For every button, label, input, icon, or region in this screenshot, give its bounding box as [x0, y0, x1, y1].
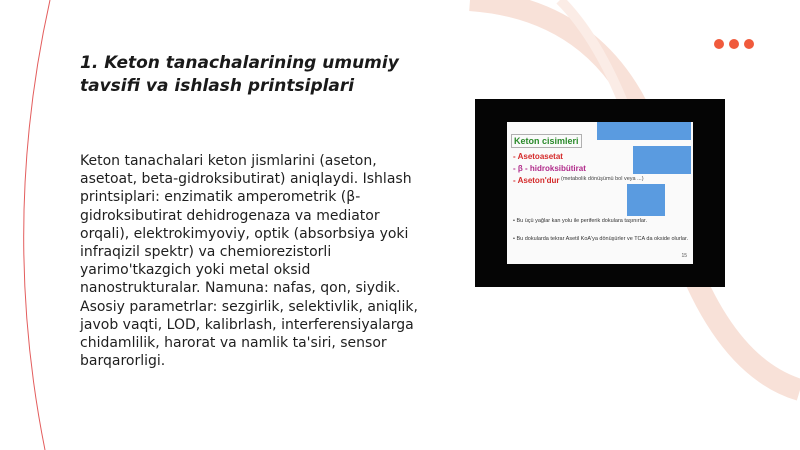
inner-slide-line: • Bu üçü yağlar kan yolu ile periferik dokulara taşınırlar.	[513, 218, 647, 224]
inner-slide-page-number: 15	[681, 253, 687, 259]
inner-slide-heading: Keton cisimleri	[511, 134, 582, 148]
structure-image	[627, 184, 665, 216]
inner-slide	[507, 122, 693, 264]
accent-dot	[729, 39, 739, 49]
inner-slide-line: • Bu dokularda tekrar Asetil KoA'ya dönüşürler ve TCA da okside olurlar.	[513, 236, 688, 242]
embedded-slide-image	[475, 99, 725, 287]
inner-slide-note: (metabolik dönüşümü bol veya ...)	[561, 176, 644, 182]
structure-image	[633, 146, 691, 174]
accent-dot	[714, 39, 724, 49]
left-arc-line	[24, 0, 50, 450]
structure-image	[597, 122, 691, 140]
accent-dot	[744, 39, 754, 49]
inner-slide-item: - Aseton'dur	[513, 176, 560, 185]
slide-title: 1. Keton tanachalarining umumiy tavsifi va ishlash printsiplari	[80, 53, 399, 96]
inner-slide-item: - Asetoasetat	[513, 152, 563, 161]
slide-body-text: Keton tanachalari keton jismlarini (aseton, asetoat, beta-gidroksibutirat) aniqlaydi. Ishlash printsiplari: enzimatik amperometrik (β-gidroksibutirat dehidrogenaza va mediator orqali), elektrokimyoviy, optik (absorbsiya yoki infraqizil spektr) va chemiorezistorli yarimo'tkazgich yoki metal oksid nanostrukturalar. Namuna: nafas, qon, siydik. Asosiy parametrlar: sezgirlik, selektivlik, aniqlik, javob vaqti, LOD, kalibrlash, interferensiyalarga chidamlilik, harorat va namlik ta'siri, sensor barqarorligi.	[80, 153, 418, 370]
inner-slide-item: - β - hidroksibütirat	[513, 164, 586, 173]
accent-dots	[714, 39, 758, 51]
